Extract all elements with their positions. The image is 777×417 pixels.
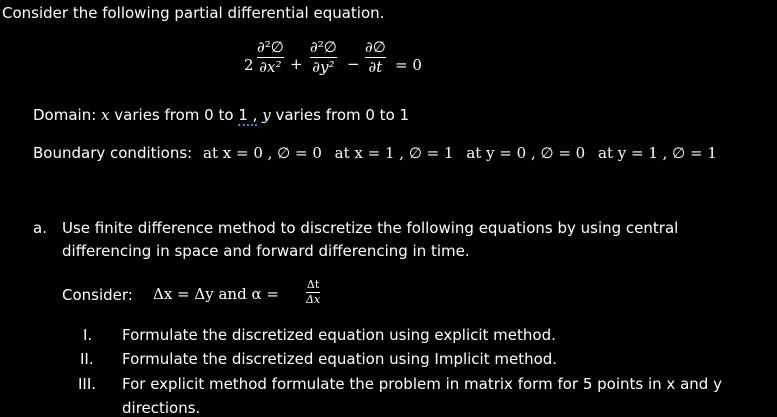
domain-x-range: varies from 0 to: [114, 106, 234, 124]
consider-label: Consider:: [62, 286, 133, 304]
equation-rhs: = 0: [395, 56, 422, 74]
bc-condition: at y = 1 , ∅ = 1: [598, 144, 717, 162]
subitem-text: Formulate the discretized equation using explicit method.: [122, 326, 556, 344]
intro-text: Consider the following partial differential equation.: [2, 4, 385, 22]
part-a-text-line1: Use finite difference method to discretize the following equations by using central: [62, 219, 679, 237]
consider-equation: Δx = Δy and α =: [153, 285, 279, 303]
domain-line: [33, 106, 409, 124]
bc-label: Boundary conditions:: [33, 144, 193, 162]
alpha-numerator: Δt: [306, 278, 320, 291]
equation-coefficient: 2: [244, 56, 254, 74]
subitem-text: For explicit method formulate the problem in matrix form for 5 points in x and y: [122, 375, 722, 393]
equation-plus: +: [290, 55, 303, 73]
subitem-marker: III.: [78, 375, 97, 393]
domain-x-end: 1 ,: [238, 106, 258, 124]
term3-numerator: ∂∅: [365, 38, 386, 56]
alpha-denominator: Δx: [306, 293, 321, 306]
bc-condition: at x = 1 , ∅ = 1: [334, 144, 454, 162]
alpha-fraction: [306, 279, 320, 306]
domain-label: Domain:: [33, 106, 97, 124]
subitem-text-continued: directions.: [122, 399, 201, 417]
domain-y-variable: y: [262, 106, 271, 124]
subitem-marker: II.: [80, 350, 94, 368]
bc-condition: at y = 0 , ∅ = 0: [466, 144, 586, 162]
part-a-text-line2: differencing in space and forward differencing in time.: [62, 242, 470, 260]
boundary-conditions-line: [33, 144, 717, 162]
term1-numerator: ∂²∅: [257, 38, 284, 56]
term2-denominator: ∂y²: [312, 58, 335, 76]
subitem-marker: I.: [83, 326, 93, 344]
equation-term-d2phi-dx2: [257, 39, 284, 76]
domain-x-variable: x: [101, 106, 110, 124]
equation-term-d2phi-dy2: [310, 39, 337, 76]
term2-numerator: ∂²∅: [310, 38, 337, 56]
equation-term-dphi-dt: [365, 39, 386, 76]
part-a-marker: a.: [33, 219, 47, 237]
bc-condition: at x = 0 , ∅ = 0: [203, 144, 322, 162]
equation-minus: −: [347, 55, 360, 73]
subitem-text: Formulate the discretized equation using Implicit method.: [122, 350, 558, 368]
domain-y-range: varies from 0 to 1: [275, 106, 410, 124]
term1-denominator: ∂x²: [259, 58, 282, 76]
term3-denominator: ∂t: [368, 58, 383, 76]
